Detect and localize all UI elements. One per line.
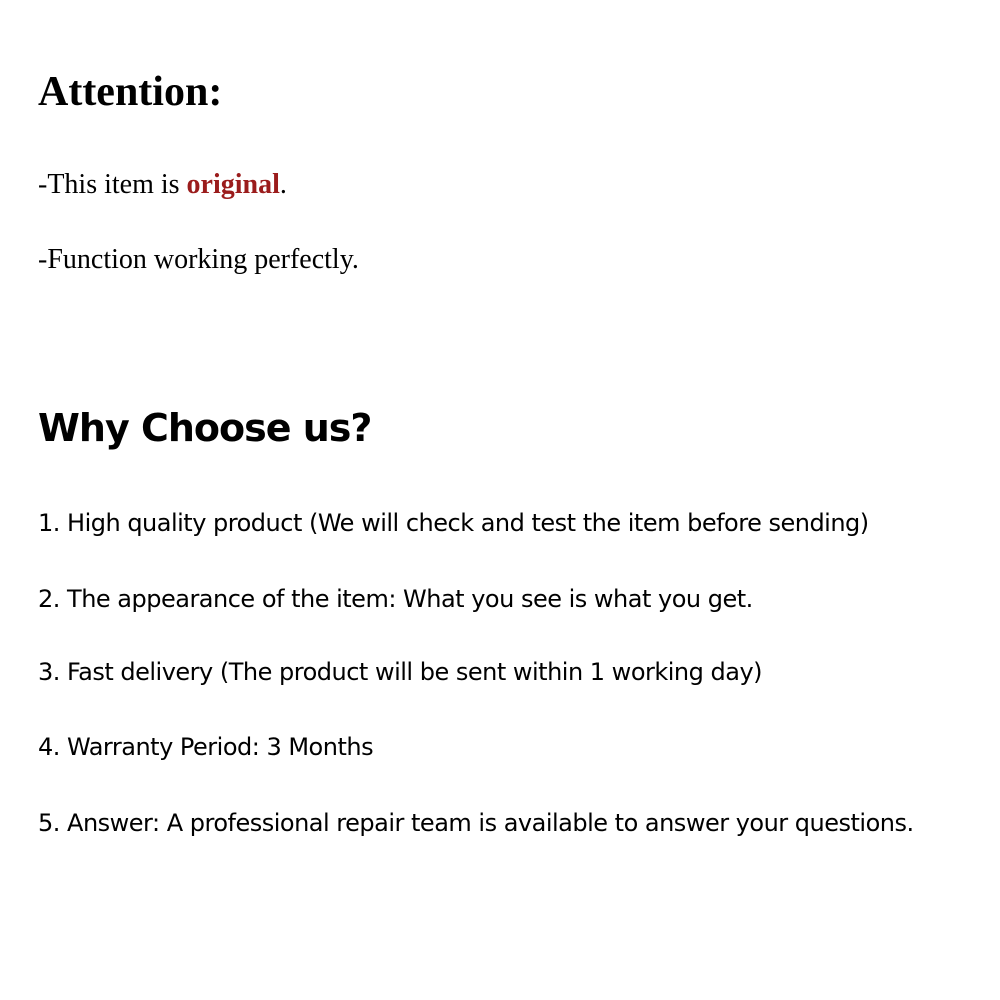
- original-item-line: [38, 167, 287, 203]
- original-highlight: original: [186, 169, 280, 200]
- why-choose-us-heading: Why Choose us?: [38, 406, 372, 450]
- original-prefix: -This item is: [38, 169, 187, 200]
- function-line: -Function working perfectly.: [38, 244, 359, 275]
- reason-item: 4. Warranty Period: 3 Months: [38, 733, 374, 761]
- reason-item: 5. Answer: A professional repair team is available to answer your questions.: [38, 809, 914, 837]
- reason-item: 3. Fast delivery (The product will be sent within 1 working day): [38, 658, 763, 686]
- attention-heading: Attention:: [38, 69, 223, 115]
- original-suffix: .: [279, 169, 287, 200]
- reason-item: 1. High quality product (We will check and test the item before sending): [38, 509, 869, 537]
- reason-item: 2. The appearance of the item: What you see is what you get.: [38, 585, 753, 613]
